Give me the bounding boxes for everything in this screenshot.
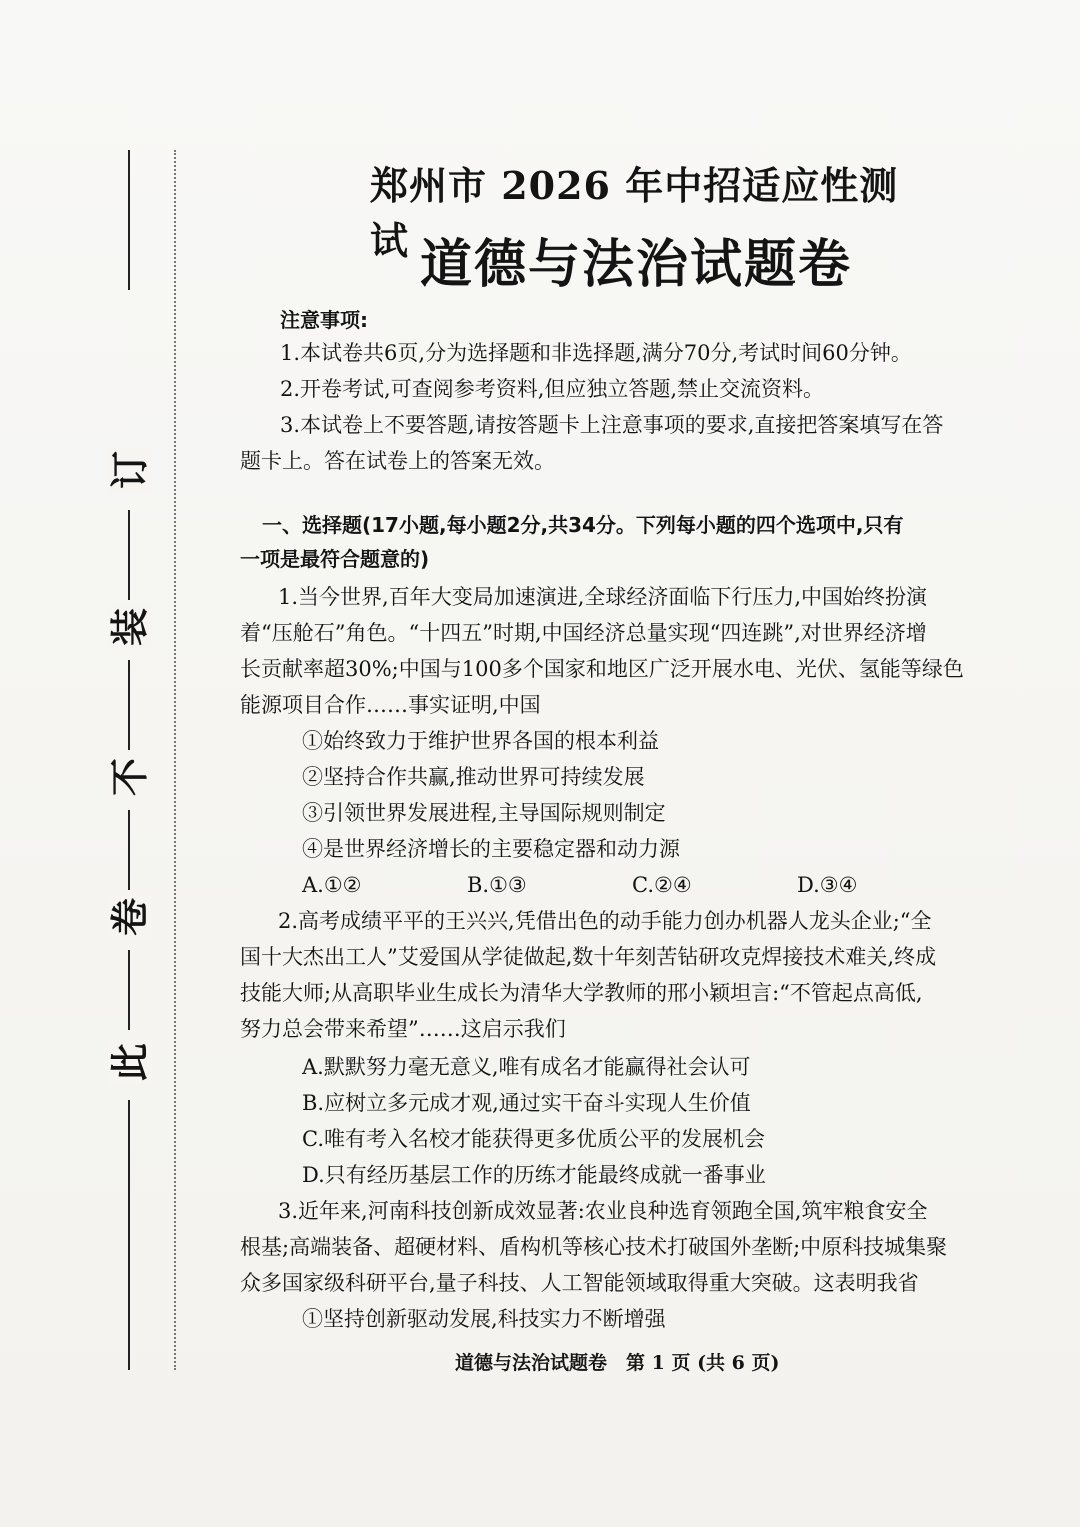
binding-rule [128, 1100, 130, 1370]
page-footer: 道德与法治试题卷 第 1 页 (共 6 页) [455, 1352, 780, 1374]
q2-option: B.应树立多元成才观,通过实干奋斗实现人生价值 [302, 1091, 751, 1115]
exam-subtitle: 道德与法治试题卷 [420, 235, 853, 295]
notice-item: 1.本试卷共6页,分为选择题和非选择题,满分70分,考试时间60分钟。 [280, 341, 912, 365]
section-heading-cont: 一项是最符合题意的) [240, 547, 430, 571]
q3-stem: 根基;高端装备、超硬材料、盾构机等核心技术打破国外垄断;中原科技城集聚 [240, 1235, 948, 1259]
binding-char: 订 [108, 448, 152, 492]
notice-heading: 注意事项: [280, 308, 368, 332]
notice-item: 题卡上。答在试卷上的答案无效。 [240, 449, 555, 473]
binding-dotted-line [174, 150, 176, 1370]
q1-stem: 着“压舱石”角色。“十四五”时期,中国经济总量实现“四连跳”,对世界经济增 [240, 621, 927, 645]
q1-options [302, 870, 962, 900]
binding-rule [128, 950, 130, 1030]
q1-stem: 1.当今世界,百年大变局加速演进,全球经济面临下行压力,中国始终扮演 [278, 585, 928, 609]
q1-stem: 能源项目合作……事实证明,中国 [240, 693, 541, 717]
binding-char: 不 [108, 755, 152, 799]
q1-statement: ①始终致力于维护世界各国的根本利益 [302, 729, 659, 753]
q2-stem: 努力总会带来希望”……这启示我们 [240, 1017, 566, 1041]
binding-rule [128, 660, 130, 750]
q2-option: A.默默努力毫无意义,唯有成名才能赢得社会认可 [302, 1055, 751, 1079]
q1-statement: ④是世界经济增长的主要稳定器和动力源 [302, 837, 680, 861]
binding-margin [100, 150, 160, 1370]
notice-item: 3.本试卷上不要答题,请按答题卡上注意事项的要求,直接把答案填写在答 [280, 413, 944, 437]
exam-title: 郑州市 2026 年中招适应性测试 [370, 163, 899, 263]
q1-statement: ②坚持合作共赢,推动世界可持续发展 [302, 765, 645, 789]
q3-stem: 3.近年来,河南科技创新成效显著:农业良种选育领跑全国,筑牢粮食安全 [278, 1199, 928, 1223]
q1-stem: 长贡献率超30%;中国与100多个国家和地区广泛开展水电、光伏、氢能等绿色 [240, 657, 964, 681]
section-heading: 一、选择题(17小题,每小题2分,共34分。下列每小题的四个选项中,只有 [262, 513, 904, 537]
q1-option-a: A.①② [302, 873, 362, 897]
binding-rule [128, 810, 130, 890]
binding-char: 卷 [108, 895, 152, 939]
binding-char: 此 [108, 1040, 152, 1084]
q2-option: D.只有经历基层工作的历练才能最终成就一番事业 [302, 1163, 766, 1187]
q1-option-d: D.③④ [797, 873, 858, 897]
q2-stem: 国十大杰出工人”艾爱国从学徒做起,数十年刻苦钻研攻克焊接技术难关,终成 [240, 945, 937, 969]
q2-option: C.唯有考入名校才能获得更多优质公平的发展机会 [302, 1127, 765, 1151]
q2-stem: 技能大师;从高职毕业生成长为清华大学教师的邢小颖坦言:“不管起点高低, [240, 981, 923, 1005]
q3-stem: 众多国家级科研平台,量子科技、人工智能领域取得重大突破。这表明我省 [240, 1271, 919, 1295]
q3-statement: ①坚持创新驱动发展,科技实力不断增强 [302, 1307, 666, 1331]
q1-option-c: C.②④ [632, 873, 692, 897]
q2-stem: 2.高考成绩平平的王兴兴,凭借出色的动手能力创办机器人龙头企业;“全 [278, 909, 932, 933]
binding-char: 装 [108, 605, 152, 649]
binding-rule [128, 510, 130, 600]
notice-item: 2.开卷考试,可查阅参考资料,但应独立答题,禁止交流资料。 [280, 377, 825, 401]
q1-statement: ③引领世界发展进程,主导国际规则制定 [302, 801, 666, 825]
q1-option-b: B.①③ [467, 873, 527, 897]
binding-rule [128, 150, 130, 290]
